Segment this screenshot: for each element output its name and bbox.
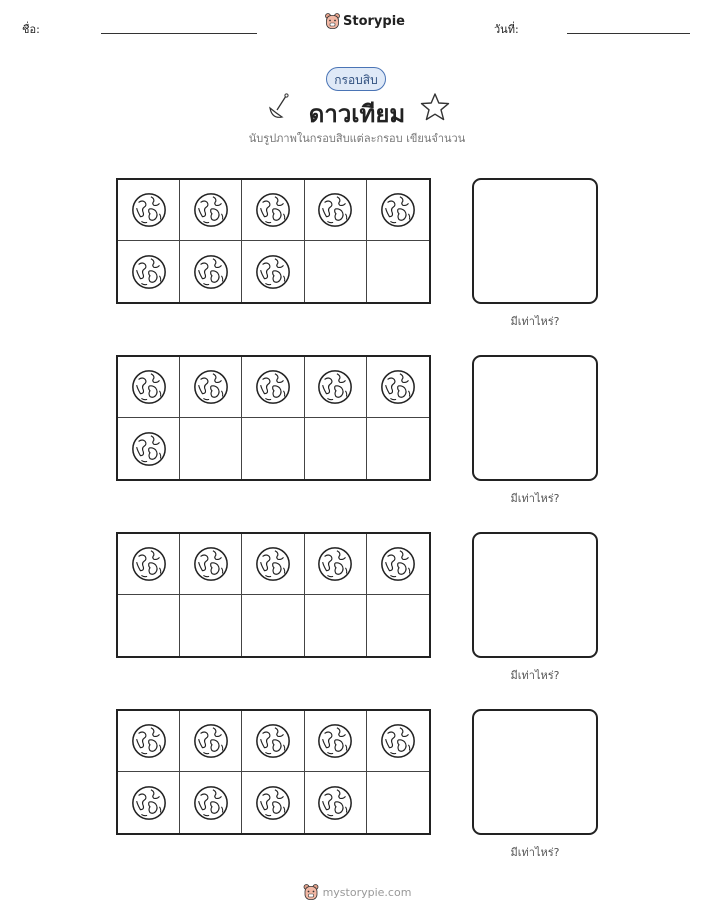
earth-globe-icon (316, 368, 354, 406)
how-many-question: มีเท่าไหร่? (510, 846, 560, 859)
earth-globe-icon (130, 253, 168, 291)
how-many-question: มีเท่าไหร่? (510, 492, 560, 505)
empty-cell (305, 241, 367, 302)
empty-cell (367, 595, 429, 656)
filled-cell (118, 772, 180, 833)
empty-cell (242, 418, 304, 479)
instructions: นับรูปภาพในกรอบสิบแต่ละกรอบ เขียนจำนวน (248, 132, 466, 145)
filled-cell (242, 711, 304, 772)
answer-box[interactable] (472, 532, 598, 658)
star-icon (419, 92, 451, 122)
earth-globe-icon (130, 784, 168, 822)
empty-cell (180, 418, 242, 479)
name-line (101, 33, 257, 34)
filled-cell (118, 711, 180, 772)
footer (0, 884, 714, 901)
brand-name: Storypie (343, 14, 405, 29)
earth-globe-icon (254, 368, 292, 406)
filled-cell (305, 772, 367, 833)
earth-globe-icon (130, 430, 168, 468)
filled-cell (367, 357, 429, 418)
filled-cell (305, 534, 367, 595)
brand-logo (325, 13, 405, 30)
filled-cell (367, 711, 429, 772)
earth-globe-icon (316, 784, 354, 822)
filled-cell (242, 180, 304, 241)
earth-globe-icon (254, 545, 292, 583)
filled-cell (118, 241, 180, 302)
earth-globe-icon (130, 722, 168, 760)
empty-cell (242, 595, 304, 656)
earth-globe-icon (130, 368, 168, 406)
earth-globe-icon (379, 368, 417, 406)
filled-cell (367, 534, 429, 595)
empty-cell (305, 595, 367, 656)
date-label: วันที่: (494, 23, 519, 36)
earth-globe-icon (379, 191, 417, 229)
empty-cell (367, 418, 429, 479)
worksheet-title: ดาวเทียม (308, 100, 406, 128)
earth-globe-icon (192, 191, 230, 229)
earth-globe-icon (316, 722, 354, 760)
earth-globe-icon (254, 722, 292, 760)
filled-cell (180, 180, 242, 241)
ten-frame (116, 355, 431, 481)
how-many-question: มีเท่าไหร่? (510, 315, 560, 328)
filled-cell (118, 357, 180, 418)
filled-cell (180, 357, 242, 418)
earth-globe-icon (192, 784, 230, 822)
how-many-question: มีเท่าไหร่? (510, 669, 560, 682)
earth-globe-icon (316, 545, 354, 583)
filled-cell (118, 180, 180, 241)
earth-globe-icon (254, 784, 292, 822)
ten-frame (116, 709, 431, 835)
earth-globe-icon (192, 253, 230, 291)
filled-cell (242, 357, 304, 418)
earth-globe-icon (316, 191, 354, 229)
earth-globe-icon (192, 368, 230, 406)
filled-cell (367, 180, 429, 241)
answer-box[interactable] (472, 178, 598, 304)
empty-cell (367, 772, 429, 833)
name-label: ชื่อ: (22, 23, 40, 36)
filled-cell (180, 241, 242, 302)
filled-cell (180, 534, 242, 595)
earth-globe-icon (254, 253, 292, 291)
empty-cell (118, 595, 180, 656)
filled-cell (118, 534, 180, 595)
bear-mascot-icon (303, 884, 319, 901)
filled-cell (180, 772, 242, 833)
earth-globe-icon (254, 191, 292, 229)
filled-cell (242, 772, 304, 833)
date-line (567, 33, 690, 34)
earth-globe-icon (379, 722, 417, 760)
empty-cell (180, 595, 242, 656)
satellite-dish-icon (266, 93, 290, 121)
filled-cell (118, 418, 180, 479)
footer-site: mystorypie.com (322, 886, 412, 899)
empty-cell (305, 418, 367, 479)
earth-globe-icon (192, 545, 230, 583)
filled-cell (305, 711, 367, 772)
earth-globe-icon (130, 191, 168, 229)
answer-box[interactable] (472, 709, 598, 835)
worksheet-type-badge: กรอบสิบ (326, 67, 386, 91)
earth-globe-icon (192, 722, 230, 760)
filled-cell (180, 711, 242, 772)
bear-mascot-icon (325, 13, 340, 30)
earth-globe-icon (379, 545, 417, 583)
empty-cell (367, 241, 429, 302)
filled-cell (305, 180, 367, 241)
answer-box[interactable] (472, 355, 598, 481)
earth-globe-icon (130, 545, 168, 583)
ten-frame (116, 178, 431, 304)
ten-frame (116, 532, 431, 658)
filled-cell (242, 241, 304, 302)
filled-cell (242, 534, 304, 595)
filled-cell (305, 357, 367, 418)
